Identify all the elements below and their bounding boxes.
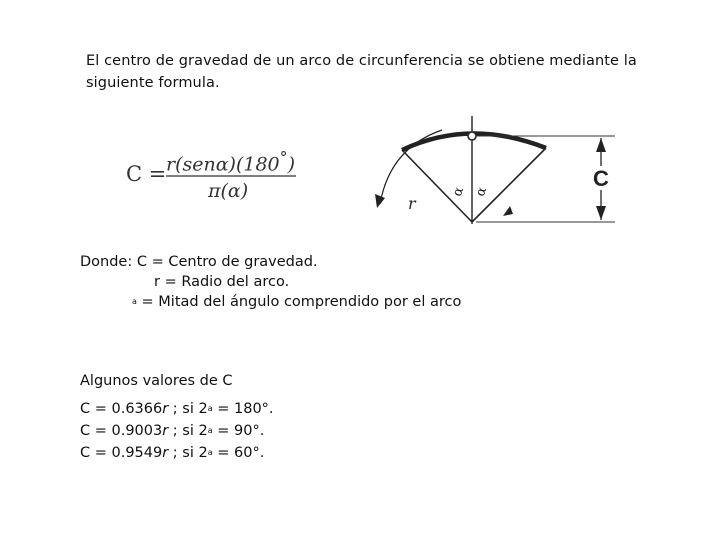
intro-paragraph: [86, 50, 646, 94]
value-suffix: = 60°.: [212, 445, 265, 461]
label-r: r: [408, 194, 416, 213]
formula-numerator-close: ): [287, 153, 295, 176]
value-suffix: = 90°.: [212, 423, 265, 439]
formula-denominator: π(α): [208, 180, 249, 202]
value-suffix: = 180°.: [212, 401, 274, 417]
label-alpha-right: α: [473, 185, 491, 199]
alpha-symbol: a: [132, 297, 137, 306]
centroid-formula: [126, 148, 316, 208]
centroid-marker: [468, 132, 476, 140]
value-prefix: C = 0.9549: [80, 445, 163, 461]
label-c: C: [593, 166, 609, 191]
intro-line-2: siguiente formula.: [86, 75, 220, 91]
arrowhead-c-bottom: [596, 206, 606, 220]
values-block: [80, 370, 274, 464]
formula-numerator-text: r(senα)(180: [166, 153, 280, 176]
value-row: [80, 442, 274, 464]
definition-alpha-text: = Mitad del ángulo comprendido por el arco: [136, 294, 462, 310]
definitions-block: [80, 252, 461, 312]
value-symbol: a: [207, 426, 213, 435]
values-heading: Algunos valores de C: [80, 373, 233, 389]
angle-arrow-right: [503, 206, 513, 216]
value-r: r: [162, 401, 169, 417]
value-mid: ; si 2: [168, 423, 208, 439]
value-prefix: C = 0.9003: [80, 423, 163, 439]
value-symbol: a: [207, 448, 213, 457]
value-mid: ; si 2: [168, 401, 208, 417]
definition-c: Donde: C = Centro de gravedad.: [80, 254, 318, 270]
label-alpha-left: α: [450, 185, 468, 199]
formula-lhs: C =: [126, 162, 167, 186]
value-row: [80, 398, 274, 420]
arrowhead-c-top: [596, 138, 606, 152]
definition-r: r = Radio del arco.: [154, 274, 290, 290]
value-r: r: [162, 423, 169, 439]
value-prefix: C = 0.6366: [80, 401, 163, 417]
value-symbol: a: [207, 404, 213, 413]
definition-alpha: [80, 292, 461, 312]
arc-centroid-diagram: [360, 108, 620, 238]
value-row: [80, 420, 274, 442]
intro-line-1: El centro de gravedad de un arco de circunferencia se obtiene mediante la: [86, 53, 637, 69]
value-mid: ; si 2: [168, 445, 208, 461]
value-r: r: [162, 445, 169, 461]
arrowhead-r: [375, 194, 385, 208]
formula-degree-symbol: °: [279, 148, 288, 167]
